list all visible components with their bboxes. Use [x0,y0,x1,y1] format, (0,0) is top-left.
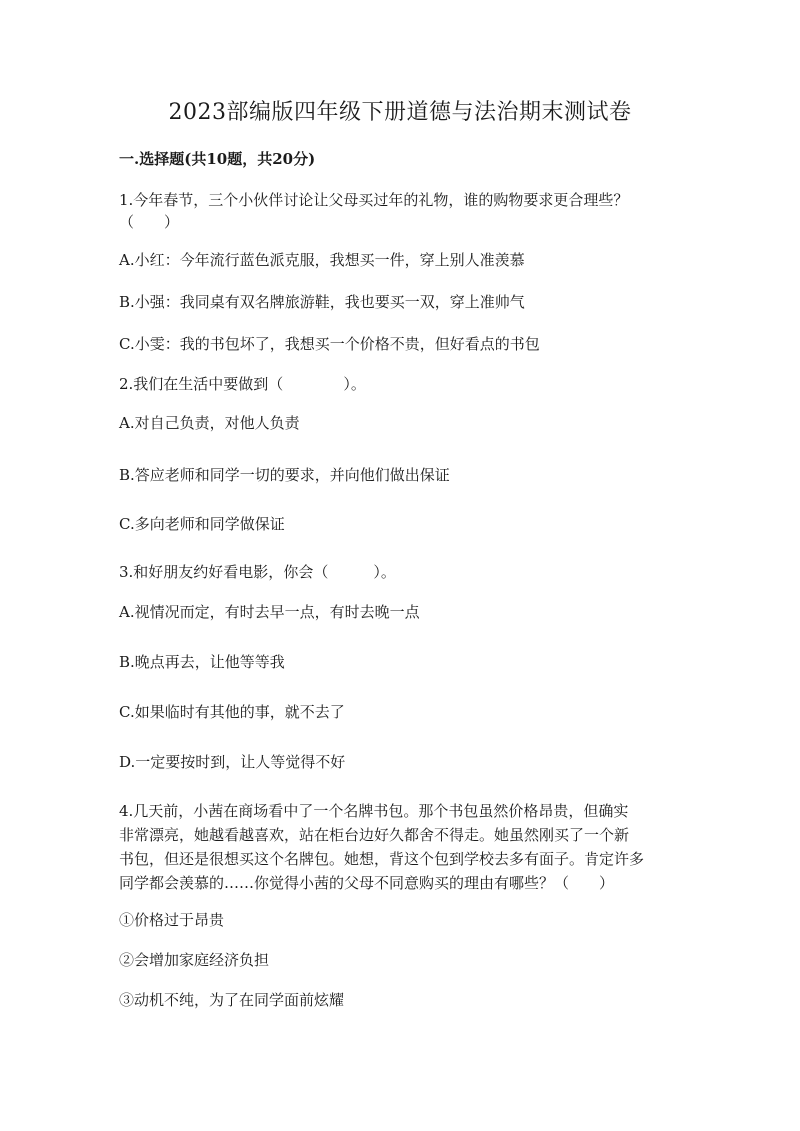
question-3-option-a: A.视情况而定，有时去早一点，有时去晚一点 [119,603,420,621]
question-4-item-1: ①价格过于昂贵 [119,911,225,929]
section-heading: 一.选择题(共10题，共20分) [119,150,316,168]
question-1-option-c: C.小雯：我的书包坏了，我想买一个价格不贵，但好看点的书包 [119,335,540,353]
question-2-option-c: C.多向老师和同学做保证 [119,515,285,533]
question-4-stem-line-3: 书包，但还是很想买这个名牌包。她想，背这个包到学校去多有面子。肯定许多 [119,850,645,868]
question-3-option-b: B.晚点再去，让他等等我 [119,653,285,671]
question-4-stem-line-4: 同学都会羡慕的……你觉得小茜的父母不同意购买的理由有哪些？（ ） [119,874,615,892]
question-1-option-b: B.小强：我同桌有双名牌旅游鞋，我也要买一双，穿上准帅气 [119,293,525,311]
question-2-stem: 2.我们在生活中要做到（ ）。 [119,375,366,393]
question-2-option-a: A.对自己负责，对他人负责 [119,414,300,432]
question-3-stem: 3.和好朋友约好看电影，你会（ ）。 [119,563,396,581]
question-3-option-d: D.一定要按时到，让人等觉得不好 [119,753,346,771]
question-3-option-c: C.如果临时有其他的事，就不去了 [119,703,345,721]
question-4-item-3: ③动机不纯，为了在同学面前炫耀 [119,991,345,1009]
question-1-stem: 1.今年春节，三个小伙伴讨论让父母买过年的礼物，谁的购物要求更合理些？ [119,191,629,209]
question-1-option-a: A.小红：今年流行蓝色派克服，我想买一件，穿上别人准羡慕 [119,251,525,269]
question-2-option-b: B.答应老师和同学一切的要求，并向他们做出保证 [119,466,450,484]
question-1-answer-blank: （ ） [119,213,180,231]
question-4-item-2: ②会增加家庭经济负担 [119,951,270,969]
question-4-stem-line-2: 非常漂亮，她越看越喜欢，站在柜台边好久都舍不得走。她虽然刚买了一个新 [119,826,630,844]
question-4-stem-line-1: 4.几天前，小茜在商场看中了一个名牌书包。那个书包虽然价格昂贵，但确实 [119,802,629,820]
page-title: 2023部编版四年级下册道德与法治期末测试卷 [168,100,632,125]
